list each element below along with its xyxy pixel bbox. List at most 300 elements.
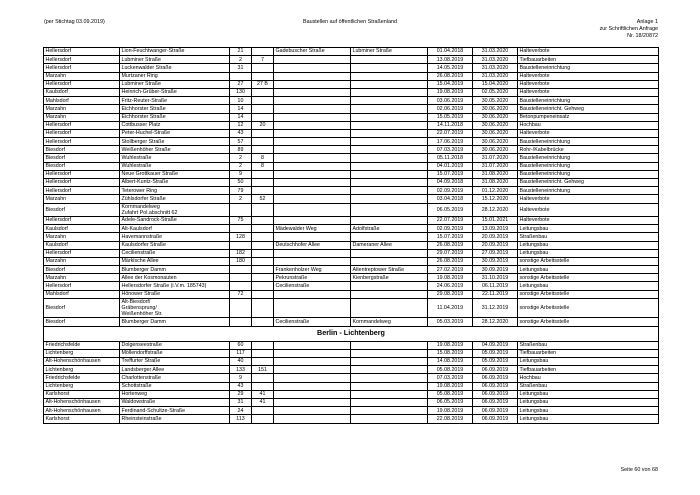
to-street-cell: [351, 398, 428, 406]
table-row: [44, 179, 659, 187]
work-type-cell: Leitungsbau: [518, 282, 659, 290]
street-cell: Hortenweg: [120, 390, 230, 398]
end-date-cell: 15.12.2020: [473, 195, 518, 203]
table-row: [44, 80, 659, 88]
table-row: [44, 146, 659, 154]
end-date-cell: 30.09.2019: [473, 266, 518, 274]
from-street-cell: [274, 162, 351, 170]
start-date-cell: 06.05.2019: [428, 398, 473, 406]
street-cell: Fritz-Reuter-Straße: [120, 97, 230, 105]
end-date-cell: 30.06.2020: [473, 129, 518, 137]
start-date-cell: 14.05.2019: [428, 64, 473, 72]
district-cell: Alt-Hohenschönhausen: [44, 407, 120, 415]
from-street-cell: [274, 298, 351, 318]
to-street-cell: [351, 298, 428, 318]
district-cell: Biesdorf: [44, 298, 120, 318]
district-cell: Hellersdorf: [44, 64, 120, 72]
table-row: [44, 341, 659, 349]
district-cell: Marzahn: [44, 257, 120, 265]
from-street-cell: [274, 349, 351, 357]
start-date-cell: 03.06.2019: [428, 97, 473, 105]
start-date-cell: 26.08.2019: [428, 72, 473, 80]
district-cell: Kaulsdorf: [44, 225, 120, 233]
to-street-cell: [351, 80, 428, 88]
start-date-cell: 04.09.2018: [428, 179, 473, 187]
number-from-cell: [230, 266, 252, 274]
table-row: [44, 266, 659, 274]
to-street-cell: [351, 349, 428, 357]
work-type-cell: Leitungsbau: [518, 415, 659, 423]
start-date-cell: 22.08.2019: [428, 415, 473, 423]
work-type-cell: Leitungsbau: [518, 249, 659, 257]
number-to-cell: [252, 349, 274, 357]
end-date-cell: 22.11.2019: [473, 290, 518, 298]
from-street-cell: [274, 341, 351, 349]
end-date-cell: 13.09.2019: [473, 225, 518, 233]
number-from-cell: 14: [230, 113, 252, 121]
district-cell: Karlshorst: [44, 390, 120, 398]
work-type-cell: Baustelleneinricht. Gehweg: [518, 105, 659, 113]
page-number: Seite 60 von 68: [620, 467, 658, 473]
work-type-cell: Baustelleneinrichtung: [518, 162, 659, 170]
district-cell: Friedrichsfelde: [44, 374, 120, 382]
street-cell: Alt-Kaulsdorf: [120, 225, 230, 233]
number-to-cell: [252, 72, 274, 80]
end-date-cell: 31.08.2020: [473, 170, 518, 178]
work-type-cell: Baustelleneinrichtung: [518, 138, 659, 146]
to-street-cell: [351, 290, 428, 298]
table-row: [44, 374, 659, 382]
to-street-cell: [351, 146, 428, 154]
work-type-cell: Leitungsbau: [518, 241, 659, 249]
work-type-cell: Leitungsbau: [518, 358, 659, 366]
street-cell: [120, 298, 230, 318]
work-type-cell: Baustelleneinricht. Gehweg: [518, 179, 659, 187]
number-to-cell: [252, 374, 274, 382]
district-cell: Hellersdorf: [44, 48, 120, 56]
district-cell: Biesdorf: [44, 266, 120, 274]
to-street-cell: [351, 282, 428, 290]
work-type-cell: sonstige Arbeitsstelle: [518, 257, 659, 265]
work-type-cell: Halteverbote: [518, 72, 659, 80]
work-type-cell: Halteverbote: [518, 216, 659, 224]
to-street-cell: [351, 257, 428, 265]
number-from-cell: 133: [230, 366, 252, 374]
number-to-cell: [252, 203, 274, 216]
number-to-cell: 27 B: [252, 80, 274, 88]
street-cell: Zühlsdorfer Straße: [120, 195, 230, 203]
to-street-cell: [351, 366, 428, 374]
district-cell: Hellersdorf: [44, 249, 120, 257]
district-cell: Hellersdorf: [44, 56, 120, 64]
street-cell: Teterower Ring: [120, 187, 230, 195]
from-street-cell: [274, 415, 351, 423]
end-date-cell: 05.09.2019: [473, 349, 518, 357]
to-street-cell: [351, 105, 428, 113]
end-date-cell: 15.04.2020: [473, 80, 518, 88]
work-type-cell: Halteverbote: [518, 88, 659, 96]
work-type-cell: sonstige Arbeitsstelle: [518, 290, 659, 298]
table-row: [44, 138, 659, 146]
work-type-cell: Tiefbauarbeiten: [518, 56, 659, 64]
street-cell: Weißenhöher Straße: [120, 146, 230, 154]
street-cell: Cottbusser Platz: [120, 121, 230, 129]
district-cell: Biesdorf: [44, 146, 120, 154]
from-street-cell: [274, 249, 351, 257]
street-cell: [120, 203, 230, 216]
district-cell: Kaulsdorf: [44, 241, 120, 249]
from-street-cell: [274, 64, 351, 72]
number-from-cell: 31: [230, 398, 252, 406]
district-cell: Hellersdorf: [44, 282, 120, 290]
work-type-cell: Baustelleneinrichtung: [518, 170, 659, 178]
district-cell: Biesdorf: [44, 154, 120, 162]
district-cell: Kaulsdorf: [44, 88, 120, 96]
number-from-cell: 21: [230, 48, 252, 56]
end-date-cell: 06.09.2019: [473, 390, 518, 398]
to-street-cell: [351, 233, 428, 241]
end-date-cell: 30.09.2019: [473, 257, 518, 265]
number-from-cell: [230, 318, 252, 326]
from-street-cell: [274, 290, 351, 298]
table-row: [44, 233, 659, 241]
number-from-cell: 130: [230, 88, 252, 96]
district-cell: Marzahn: [44, 274, 120, 282]
number-to-cell: [252, 179, 274, 187]
street-cell: Eichhorster Straße: [120, 113, 230, 121]
table-row: [44, 187, 659, 195]
end-date-cell: 30.05.2020: [473, 97, 518, 105]
table-row: [44, 121, 659, 129]
number-to-cell: [252, 146, 274, 154]
start-date-cell: 22.07.2019: [428, 129, 473, 137]
street-cell: Lubminer Straße: [120, 80, 230, 88]
to-street-cell: [351, 374, 428, 382]
street-cell: Adele-Sandrock-Straße: [120, 216, 230, 224]
from-street-cell: [274, 195, 351, 203]
district-cell: Hellersdorf: [44, 216, 120, 224]
district-cell: Lichtenberg: [44, 382, 120, 390]
start-date-cell: 14.11.2018: [428, 121, 473, 129]
number-to-cell: [252, 97, 274, 105]
district-cell: Alt-Hohenschönhausen: [44, 398, 120, 406]
start-date-cell: 29.08.2019: [428, 290, 473, 298]
number-from-cell: 79: [230, 187, 252, 195]
work-type-cell: Baustelleneinrichtung: [518, 187, 659, 195]
district-cell: Hellersdorf: [44, 170, 120, 178]
start-date-cell: 24.06.2019: [428, 282, 473, 290]
number-to-cell: [252, 88, 274, 96]
table-row: [44, 162, 659, 170]
number-to-cell: [252, 257, 274, 265]
number-from-cell: 2: [230, 162, 252, 170]
start-date-cell: 07.03.2019: [428, 374, 473, 382]
to-street-cell: [351, 170, 428, 178]
to-street-cell: [351, 203, 428, 216]
work-type-cell: sonstige Arbeitsstelle: [518, 274, 659, 282]
work-type-cell: Rohr-/Kabelbrücke: [518, 146, 659, 154]
start-date-cell: 13.08.2019: [428, 56, 473, 64]
to-street-cell: [351, 382, 428, 390]
to-street-cell: Adolfstraße: [351, 225, 428, 233]
to-street-cell: Lubminer Straße: [351, 48, 428, 56]
section-title: Berlin - Lichtenberg: [44, 326, 659, 341]
street-cell: Hönower Straße: [120, 290, 230, 298]
district-cell: Biesdorf: [44, 203, 120, 216]
start-date-cell: 19.08.2019: [428, 341, 473, 349]
to-street-cell: [351, 390, 428, 398]
work-type-cell: Halteverbote: [518, 203, 659, 216]
district-cell: Marzahn: [44, 72, 120, 80]
end-date-cell: 06.11.2019: [473, 282, 518, 290]
work-type-cell: Halteverbote: [518, 80, 659, 88]
start-date-cell: 15.08.2019: [428, 349, 473, 357]
inquiry-label: zur Schriftlichen Anfrage: [599, 26, 658, 32]
number-to-cell: 20: [252, 121, 274, 129]
street-line: Gräbensprung/: [121, 305, 157, 312]
number-to-cell: [252, 105, 274, 113]
street-line: Weißenhöher Str.: [121, 311, 163, 318]
number-from-cell: 14: [230, 105, 252, 113]
from-street-cell: Pekrunstraße: [274, 274, 351, 282]
start-date-cell: 26.08.2019: [428, 257, 473, 265]
end-date-cell: 31.03.2020: [473, 56, 518, 64]
work-type-cell: Tiefbauarbeiten: [518, 366, 659, 374]
table-row: [44, 129, 659, 137]
from-street-cell: [274, 138, 351, 146]
table-row: [44, 290, 659, 298]
street-cell: Murtzaner Ring: [120, 72, 230, 80]
district-cell: Biesdorf: [44, 318, 120, 326]
end-date-cell: 31.03.2020: [473, 64, 518, 72]
number-to-cell: [252, 282, 274, 290]
start-date-cell: 05.08.2019: [428, 390, 473, 398]
end-date-cell: 06.09.2019: [473, 398, 518, 406]
start-date-cell: 19.08.2019: [428, 407, 473, 415]
number-to-cell: 41: [252, 390, 274, 398]
number-to-cell: [252, 290, 274, 298]
header-right-reference: [600, 19, 658, 40]
street-cell: Heinrich-Grüber-Straße: [120, 88, 230, 96]
start-date-cell: 19.08.2019: [428, 274, 473, 282]
from-street-cell: [274, 97, 351, 105]
street-cell: Peter-Huchel-Straße: [120, 129, 230, 137]
street-cell: Blumberger Damm: [120, 318, 230, 326]
district-cell: Marzahn: [44, 195, 120, 203]
to-street-cell: [351, 341, 428, 349]
work-type-cell: Tiefbauarbeiten: [518, 349, 659, 357]
work-type-cell: sonstige Arbeitsstelle: [518, 298, 659, 318]
number-from-cell: 72: [230, 290, 252, 298]
number-from-cell: 40: [230, 358, 252, 366]
work-type-cell: Straßenbau: [518, 341, 659, 349]
end-date-cell: 30.06.2020: [473, 146, 518, 154]
number-to-cell: [252, 64, 274, 72]
table-row: [44, 366, 659, 374]
to-street-cell: [351, 154, 428, 162]
end-date-cell: 20.09.2019: [473, 233, 518, 241]
start-date-cell: 02.09.2019: [428, 187, 473, 195]
work-type-cell: Leitungsbau: [518, 390, 659, 398]
number-to-cell: [252, 138, 274, 146]
number-to-cell: 7: [252, 56, 274, 64]
to-street-cell: [351, 64, 428, 72]
district-cell: Friedrichsfelde: [44, 341, 120, 349]
district-cell: Marzahn: [44, 113, 120, 121]
work-type-cell: Halteverbote: [518, 129, 659, 137]
from-street-cell: [274, 398, 351, 406]
number-to-cell: [252, 187, 274, 195]
street-cell: Kaulsdorfer Straße: [120, 241, 230, 249]
number-to-cell: [252, 358, 274, 366]
start-date-cell: 15.05.2019: [428, 113, 473, 121]
from-street-cell: [274, 129, 351, 137]
from-street-cell: Cecilienstraße: [274, 282, 351, 290]
start-date-cell: 07.03.2019: [428, 146, 473, 154]
street-cell: Luckenwalder Straße: [120, 64, 230, 72]
number-to-cell: 41: [252, 398, 274, 406]
work-type-cell: Halteverbote: [518, 48, 659, 56]
number-from-cell: [230, 282, 252, 290]
district-cell: Biesdorf: [44, 162, 120, 170]
number-from-cell: 60: [230, 341, 252, 349]
from-street-cell: [274, 146, 351, 154]
from-street-cell: [274, 72, 351, 80]
start-date-cell: 26.08.2019: [428, 241, 473, 249]
number-from-cell: [230, 203, 252, 216]
end-date-cell: 06.09.2019: [473, 415, 518, 423]
table-row: [44, 358, 659, 366]
start-date-cell: 19.08.2019: [428, 88, 473, 96]
annex-label: Anlage 1: [636, 19, 658, 25]
number-to-cell: [252, 233, 274, 241]
to-street-cell: [351, 113, 428, 121]
number-to-cell: [252, 274, 274, 282]
table-row: [44, 170, 659, 178]
start-date-cell: 27.02.2019: [428, 266, 473, 274]
end-date-cell: 30.06.2020: [473, 113, 518, 121]
street-cell: Treffurter Straße: [120, 358, 230, 366]
from-street-cell: Cecilienstraße: [274, 318, 351, 326]
table-row: [44, 349, 659, 357]
work-type-cell: Leitungsbau: [518, 398, 659, 406]
end-date-cell: 28.12.2020: [473, 318, 518, 326]
street-cell: Cecilienstraße: [120, 249, 230, 257]
street-cell: Blumberger Damm: [120, 266, 230, 274]
from-street-cell: Frankenholzer Weg: [274, 266, 351, 274]
to-street-cell: [351, 129, 428, 137]
table-row: [44, 282, 659, 290]
number-from-cell: 180: [230, 257, 252, 265]
start-date-cell: 05.11.2018: [428, 154, 473, 162]
end-date-cell: 06.09.2019: [473, 374, 518, 382]
number-from-cell: [230, 72, 252, 80]
end-date-cell: 31.12.2019: [473, 298, 518, 318]
end-date-cell: 28.12.2020: [473, 203, 518, 216]
to-street-cell: Kornmandelweg: [351, 318, 428, 326]
to-street-cell: [351, 179, 428, 187]
start-date-cell: 02.09.2019: [428, 225, 473, 233]
document-title: Baustellen auf öffentlichen Straßenland: [302, 19, 397, 25]
number-to-cell: [252, 170, 274, 178]
number-to-cell: [252, 241, 274, 249]
street-cell: Möllendorffstraße: [120, 349, 230, 357]
header-left-date: (per Stichtag 03.09.2019): [44, 19, 105, 25]
table-row: [44, 318, 659, 326]
end-date-cell: 31.03.2020: [473, 48, 518, 56]
number-from-cell: [230, 298, 252, 318]
end-date-cell: 31.08.2020: [473, 179, 518, 187]
work-type-cell: Betonpumpeneinsatz: [518, 113, 659, 121]
to-street-cell: [351, 216, 428, 224]
street-line: Kornmandelweg: [121, 203, 160, 210]
number-from-cell: 24: [230, 407, 252, 415]
number-to-cell: [252, 249, 274, 257]
number-to-cell: 52: [252, 195, 274, 203]
work-type-cell: Leitungsbau: [518, 266, 659, 274]
table-row: [44, 298, 659, 318]
end-date-cell: 30.06.2020: [473, 121, 518, 129]
district-cell: Hellersdorf: [44, 80, 120, 88]
end-date-cell: 06.09.2019: [473, 382, 518, 390]
street-cell: Ferdinand-Schultze-Straße: [120, 407, 230, 415]
number-from-cell: 9: [230, 170, 252, 178]
number-to-cell: 8: [252, 162, 274, 170]
district-cell: Karlshorst: [44, 415, 120, 423]
street-cell: Charlottenstraße: [120, 374, 230, 382]
table-row: [44, 274, 659, 282]
street-cell: Waldowstraße: [120, 398, 230, 406]
table-row: [44, 105, 659, 113]
number-from-cell: 50: [230, 179, 252, 187]
street-cell: Wuhlestraße: [120, 154, 230, 162]
table-row: [44, 225, 659, 233]
end-date-cell: 06.09.2019: [473, 366, 518, 374]
end-date-cell: 30.06.2020: [473, 105, 518, 113]
to-street-cell: [351, 195, 428, 203]
from-street-cell: [274, 382, 351, 390]
from-street-cell: Gadebuscher Straße: [274, 48, 351, 56]
number-to-cell: [252, 341, 274, 349]
from-street-cell: [274, 121, 351, 129]
to-street-cell: [351, 97, 428, 105]
from-street-cell: [274, 203, 351, 216]
from-street-cell: [274, 374, 351, 382]
district-cell: Hellersdorf: [44, 138, 120, 146]
start-date-cell: 02.06.2019: [428, 105, 473, 113]
number-from-cell: 43: [230, 129, 252, 137]
end-date-cell: 31.07.2020: [473, 162, 518, 170]
table-row: [44, 241, 659, 249]
start-date-cell: 15.07.2019: [428, 170, 473, 178]
district-cell: Marzahn: [44, 233, 120, 241]
work-type-cell: Baustelleneinrichtung: [518, 64, 659, 72]
table-row: [44, 195, 659, 203]
to-street-cell: Kienbergstraße: [351, 274, 428, 282]
work-type-cell: Straßenbau: [518, 382, 659, 390]
start-date-cell: 22.07.2019: [428, 216, 473, 224]
district-cell: Hellersdorf: [44, 187, 120, 195]
start-date-cell: 03.04.2018: [428, 195, 473, 203]
from-street-cell: [274, 179, 351, 187]
number-to-cell: 8: [252, 154, 274, 162]
number-from-cell: [230, 274, 252, 282]
district-cell: Hellersdorf: [44, 121, 120, 129]
to-street-cell: Dameraner Allee: [351, 241, 428, 249]
district-cell: Lichtenberg: [44, 366, 120, 374]
start-date-cell: 05.08.2019: [428, 366, 473, 374]
number-from-cell: 31: [230, 64, 252, 72]
